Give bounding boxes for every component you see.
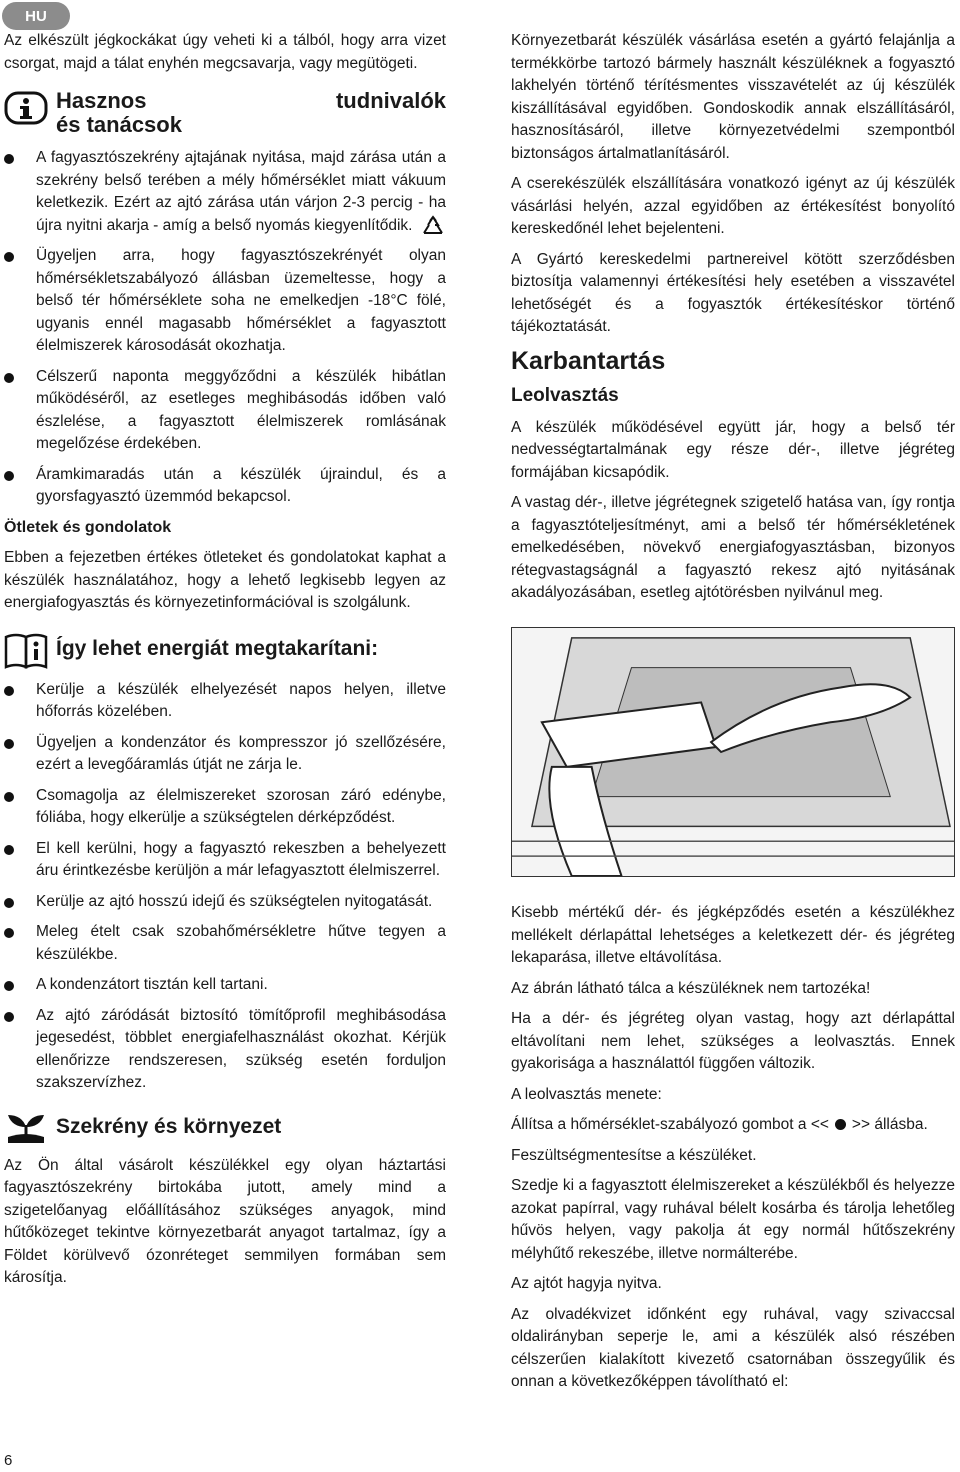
list-item: Meleg ételt csak szobahőmérsékletre hűtve tegyen a készülékbe. xyxy=(4,921,446,966)
list-item: Ügyeljen a kondenzátor és kompresszor jó szellőzésére, ezért a levegőáramlás útját ne zárja le. xyxy=(4,732,446,777)
defrost-heading: Leolvasztás xyxy=(511,384,619,406)
list-item: Kerülje az ajtó hosszú idejű és szükségtelen nyitogatását. xyxy=(4,891,446,914)
ideas-paragraph: Ebben a fejezetben értékes ötleteket és gondolatokat kaphat a készülék használatához, hogy a lehető legkisebb legyen az energiafogyasztás és környezetinformációval is szolgálunk. xyxy=(4,549,446,612)
intro-paragraph: Az elkészült jégkockákat úgy veheti ki a tálból, hogy arra vizet csorgat, majd a tálat enyhén megcsavarja, vagy megütögeti. xyxy=(4,32,446,72)
tips-title-word1: Hasznos xyxy=(56,88,147,113)
defrost-paragraph-1: A készülék működésével együtt jár, hogy a belső tér nedvességtartalmának egy része dér-, illetve jégréteg formájában kicsapódik. xyxy=(511,418,955,481)
dot-symbol-icon xyxy=(835,1119,846,1130)
tips-title xyxy=(56,89,446,137)
defrost-illustration xyxy=(511,627,955,877)
env-paragraph: Az Ön által vásárolt készülékkel egy olyan háztartási fagyasztószekrény birtokába jutott, amely mind a szigetelőanyag előállításához szükséges anyagok, mind hűtőközeget tekintve környezetbarát anyagot tartalmaz, így a Földet körülvevő ózonréteget semmilyen formában sem károsítja. xyxy=(4,1156,446,1287)
list-item: El kell kerülni, hogy a fagyasztó rekeszben a behelyezett áru érintkezésbe kerüljön a már lefagyasztott élelmiszerrel. xyxy=(4,838,446,883)
tips-title-line2: és tanácsok xyxy=(56,112,182,137)
list-item: Az ajtó záródását biztosító tömítőprofil meghibásodása jegesedést, többlet energiafelhasználást okozhat. Kérjük ellenőrizze rendszeresen, szükség esetén forduljon szakszervízhez. xyxy=(4,1005,446,1095)
defrost-step-power: Feszültségmentesítse a készüléket. xyxy=(511,1146,757,1164)
defrost-paragraph-3: Kisebb mértékű dér- és jégképződés esetén a készülékhez mellékelt dérlapáttal lehetséges a keletkezett dér- és jégréteg lekaparása, illetve eltávolítása. xyxy=(511,904,955,966)
tips-header xyxy=(4,89,446,137)
page-number: 6 xyxy=(4,1452,13,1469)
book-info-icon xyxy=(4,631,48,669)
tips-title-word2: tudnivalók xyxy=(335,88,446,113)
energy-header xyxy=(4,631,446,669)
ideas-heading: Ötletek és gondolatok xyxy=(4,518,172,536)
manufacturer-paragraph: A Gyártó kereskedelmi partnereivel kötött szerződésben biztosítja valamennyi értékesítési hely esetében a visszavétel lehetőségét és a fogyasztók értékesítéskor történő tájékoztatását. xyxy=(511,250,955,335)
tips-list xyxy=(4,147,446,509)
language-badge: HU xyxy=(2,2,70,30)
energy-list xyxy=(4,679,446,1095)
replacement-paragraph: A cserekészülék elszállítására vonatkozó igényt az új készülék vásárlási helyén, azzal egyidőben az értékesítést bonyolító kereskedőnél lehet bejelenteni. xyxy=(511,175,955,237)
defrost-paragraph-2: A vastag dér-, illetve jégrétegnek szigetelő hatása van, így rontja a fagyasztóteljesítményt, ami a belső tér hőmérsékletének emelkedésében, növekvő energiafogyasztásban, bizonyos rétegvastagságnál a fagyasztó rekesz ajtó nyitásának akadályozásában, esetleg ajtótörésben nyilvánul meg. xyxy=(511,494,955,601)
defrost-steps-intro: A leolvasztás menete: xyxy=(511,1085,662,1103)
maintenance-heading: Karbantartás xyxy=(511,346,666,375)
defrost-step-water: Az olvadékvizet időnként egy ruhával, vagy szivaccsal oldalirányban seperje le, ami a készülék alsó részében célszerűen kialakított kivezető csatornában összegyűlik és onnan a következőképpen távolítható el: xyxy=(511,1305,955,1390)
left-column xyxy=(4,30,446,1298)
list-item: Csomagolja az élelmiszereket szorosan záró edénybe, fóliába, hogy elkerülje a szükségtelen dérképződést. xyxy=(4,785,446,830)
list-item: Kerülje a készülék elhelyezését napos helyen, illetve hőforrás közelében. xyxy=(4,679,446,724)
defrost-paragraph-5: Ha a dér- és jégréteg olyan vastag, hogy azt dérlapáttal eltávolítani nem lehet, szükséges a leolvasztás. Ennek gyakorisága a használattól függően változik. xyxy=(511,1010,955,1072)
defrost-step-door: Az ajtót hagyja nyitva. xyxy=(511,1275,662,1292)
env-title: Szekrény és környezet xyxy=(56,1114,282,1138)
list-item: Ügyeljen arra, hogy fagyasztószekrényét olyan hőmérsékletszabályozó állásban üzemeltesse, hogy a belső tér hőmérséklete soha ne emelkedjen -18°C fölé, ugyanis ennél magasabb hőmérséklet a fagyasztott élelmiszerek károsodását okozhatja. xyxy=(4,245,446,358)
recycle-icon xyxy=(421,215,445,237)
list-item: Célszerű naponta meggyőződni a készülék hibátlan működéséről, az esetleges meghibásodás időben való észlelése, a fagyasztott élelmiszerek romlásának megelőzése érdekében. xyxy=(4,366,446,456)
defrost-paragraph-4: Az ábrán látható tálca a készüléknek nem tartozéka! xyxy=(511,979,871,997)
defrost-step-knob: Állítsa a hőmérséklet-szabályozó gombot a << >> állásba. xyxy=(511,1116,928,1133)
list-item: Áramkimaradás után a készülék újraindul, és a gyorsfagyasztó üzemmód bekapcsol. xyxy=(4,464,446,509)
energy-title: Így lehet energiát megtakarítani: xyxy=(56,636,379,660)
list-item: A fagyasztószekrény ajtajának nyitása, majd zárása után a szekrény belső terében a mély hőmérséklet miatt vákuum keletkezik. Ezért az ajtó zárása után várjon 2-3 percig - ha újra nyitni akarja - amíg a belső nyomás kiegyenlítődik. xyxy=(4,147,446,237)
env-header xyxy=(4,1107,446,1145)
defrost-step-food: Szedje ki a fagyasztott élelmiszereket a készülékből és helyezze azokat papírral, vagy ruhával bélelt kosárba és tárolja lehetőleg hűvös helyen, vagy pakolja át egy normál hűtőszekrény mélyhűtő rekeszébe, illetve normálterébe. xyxy=(511,1177,955,1262)
takeback-paragraph: Környezetbarát készülék vásárlása esetén a gyártó felajánlja a termékkörbe tartozó bármely használt készüléknek a fogyasztó lakhelyén történő térítésmentes visszavételét az új készülék kiszállításával egyidőben. Gondoskodik annak elszállításáról, hasznosításáról, illetve környezetvédelmi szempontból biztonságos ártalmatlanításáról. xyxy=(511,32,955,162)
plant-icon xyxy=(4,1107,48,1145)
list-item: A kondenzátort tisztán kell tartani. xyxy=(4,974,446,997)
info-icon xyxy=(4,89,48,127)
right-column xyxy=(511,30,955,1402)
